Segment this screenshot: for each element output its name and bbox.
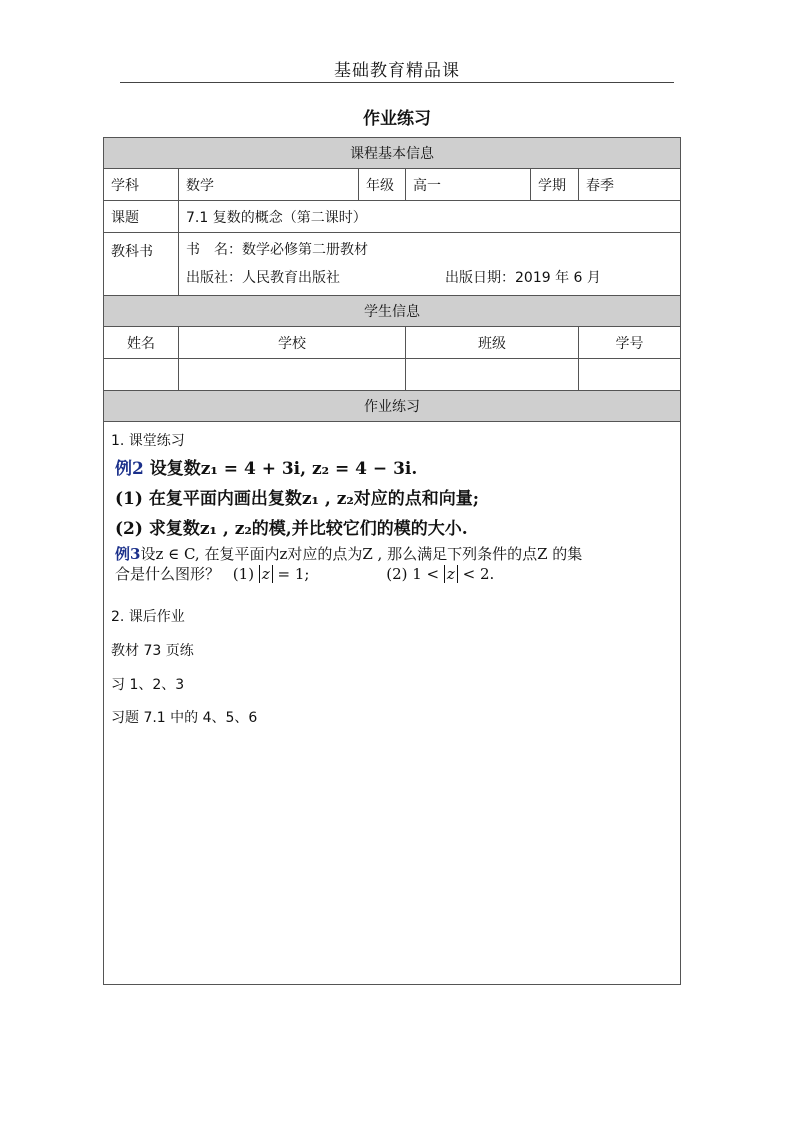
topic-value: 7.1 复数的概念（第二课时） [179,201,681,233]
example-3-part1-modulus: z [259,565,273,583]
example-3 [111,544,673,584]
page-header-title: 基础教育精品课 [334,61,460,81]
example-3-line-1 [115,544,673,564]
term-value: 春季 [579,169,681,201]
publisher: 出版社：人民教育出版社 [186,270,340,286]
example-3-tag: 例3 [115,545,141,563]
example-3-part2-label: (2) 1 < [386,565,440,583]
course-info-header-row [104,138,681,169]
header-divider [120,82,674,83]
student-class-header: 班级 [406,327,579,359]
grade-value: 高一 [406,169,531,201]
example-2-line-1 [115,454,673,484]
textbook-label: 教科书 [104,233,179,296]
example-3-part2-condition: < 2. [462,565,495,583]
student-id-header: 学号 [579,327,681,359]
grade-label: 年级 [359,169,406,201]
textbook-row [104,233,681,296]
example-3-line-2 [115,564,673,584]
after-class-heading: 2. 课后作业 [111,609,185,625]
subject-label: 学科 [104,169,179,201]
homework-content [104,422,681,985]
homework-line-2: 习 1、2、3 [111,677,185,693]
example-3-problem: 设z ∈ C, 在复平面内z对应的点为Z , 那么满足下列条件的点Z 的集 [140,545,583,563]
publish-date: 出版日期：2019 年 6 月 [445,270,601,286]
homework-title: 作业练习 [104,391,681,422]
book-name: 书 名：数学必修第二册教材 [186,242,368,258]
homework-header-row [104,391,681,422]
student-info-columns-row [104,327,681,359]
example-3-part2-modulus: z [444,565,458,583]
homework-content-row [104,422,681,985]
book-publish-line [186,264,673,292]
classroom-practice-heading: 1. 课堂练习 [111,433,185,449]
textbook-details [179,233,681,296]
topic-label: 课题 [104,201,179,233]
example-2-line-3: (2) 求复数z₁ , z₂的模,并比较它们的模的大小. [115,519,468,539]
student-id-cell[interactable] [579,359,681,391]
example-2-problem: 设复数z₁ = 4 + 3i, z₂ = 4 − 3i. [149,459,418,479]
document-title: 作业练习 [363,109,431,129]
example-3-question: 合是什么图形？ [115,565,221,583]
homework-line-1: 教材 73 页练 [111,643,194,659]
example-2-tag: 例2 [115,459,144,479]
example-3-part1-condition: = 1; [277,565,310,583]
student-school-header: 学校 [179,327,406,359]
course-info-title: 课程基本信息 [104,138,681,169]
homework-form-table [103,137,681,985]
student-info-input-row [104,359,681,391]
subject-value: 数学 [179,169,359,201]
student-info-title: 学生信息 [104,296,681,327]
example-2-line-2: (1) 在复平面内画出复数z₁ , z₂对应的点和向量; [115,489,480,509]
subject-row [104,169,681,201]
example-3-part1-label: (1) [232,565,255,583]
student-class-cell[interactable] [406,359,579,391]
student-info-header-row [104,296,681,327]
homework-line-3: 习题 7.1 中的 4、5、6 [111,710,258,726]
student-school-cell[interactable] [179,359,406,391]
student-name-cell[interactable] [104,359,179,391]
example-2 [111,454,673,544]
topic-row [104,201,681,233]
student-name-header: 姓名 [104,327,179,359]
term-label: 学期 [531,169,579,201]
